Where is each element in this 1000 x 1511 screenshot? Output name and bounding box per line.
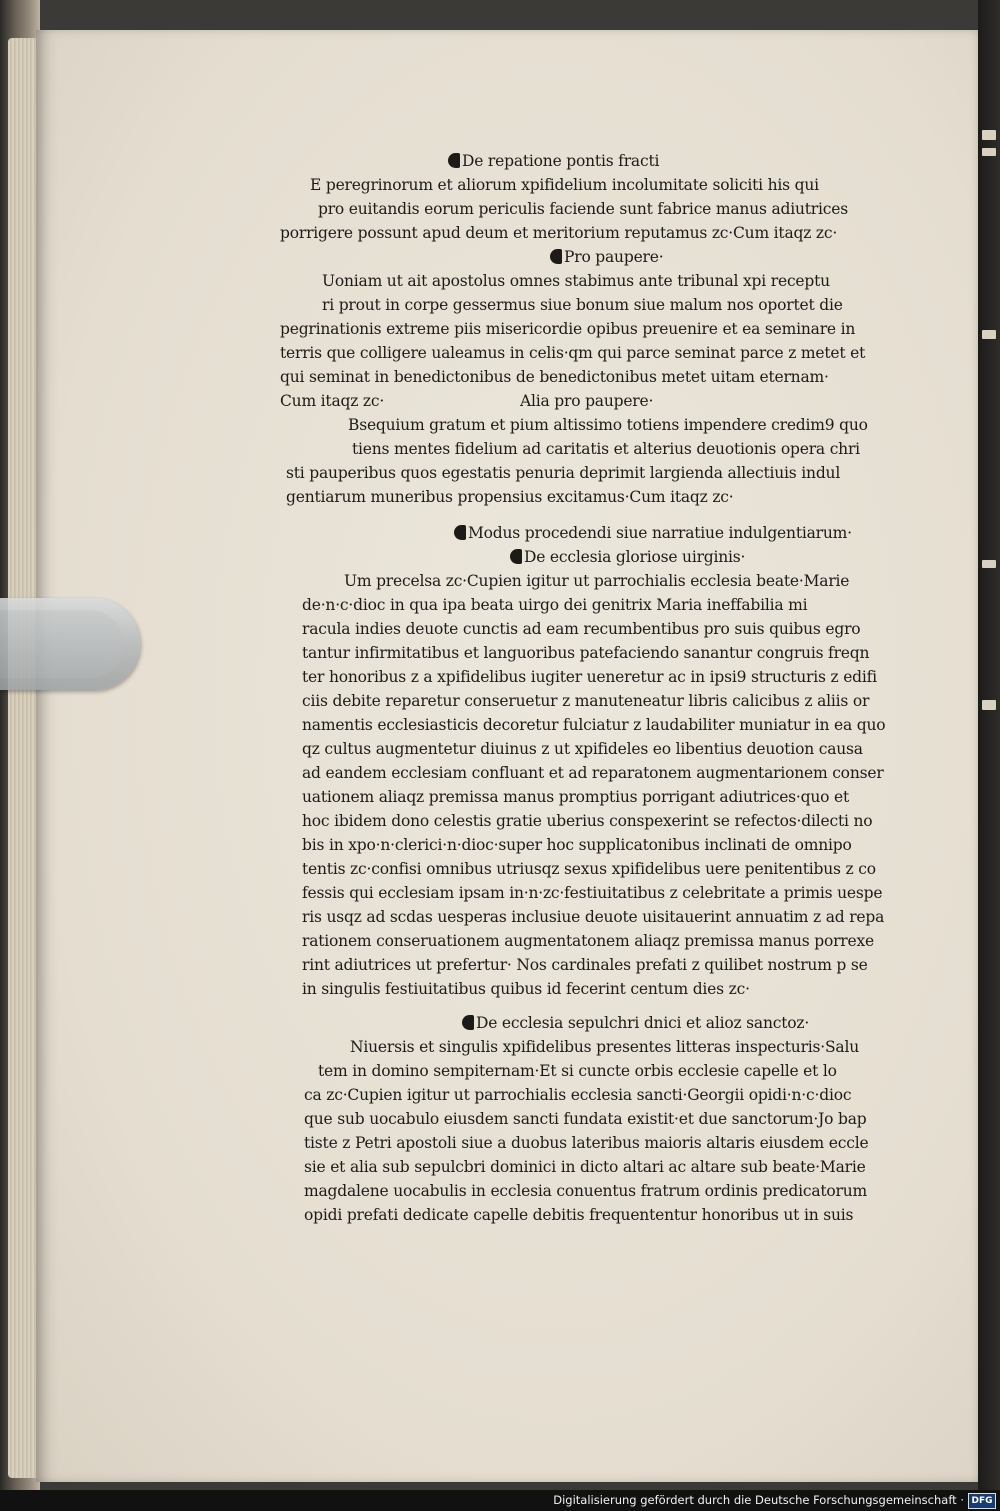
text-line: uationem aliaqz premissa manus promptius porrigant adiutrices·quo et xyxy=(302,788,850,806)
text-line: rint adiutrices ut prefertur· Nos cardinales prefati z quilibet nostrum p se xyxy=(302,956,868,974)
text-line: de·n·c·dioc in qua ipa beata uirgo dei genitrix Maria ineffabilia mi xyxy=(302,596,808,614)
text-line: gentiarum muneribus propensius excitamus·Cum itaqz zc· xyxy=(286,488,734,506)
text-line: sie et alia sub sepulcbri dominici in dicto altari ac altare sub beate·Marie xyxy=(304,1158,866,1176)
pilcrow-icon xyxy=(454,525,466,540)
section-heading: Alia pro paupere· xyxy=(520,392,654,410)
text-line: tem in domino sempiternam·Et si cuncte orbis ecclesie capelle et lo xyxy=(318,1062,837,1080)
text-line: Niuersis et singulis xpifidelibus presentes litteras inspecturis·Salu xyxy=(350,1038,860,1056)
text-line: E peregrinorum et aliorum xpifidelium incolumitate soliciti his qui xyxy=(310,176,819,194)
text-line: porrigere possunt apud deum et meritorium reputamus zc·Cum itaqz zc· xyxy=(280,224,838,242)
rubric-heading: De repatione pontis fracti xyxy=(448,150,1000,174)
text-line: ri prout in corpe gessermus siue bonum siue malum nos oportet die xyxy=(322,296,843,314)
dfg-logo: DFG xyxy=(968,1493,996,1509)
text-line: ca zc·Cupien igitur ut parrochialis ecclesia sancti·Georgii opidi·n·c·dioc xyxy=(304,1086,852,1104)
text-line: terris que colligere ualeamus in celis·qm qui parce seminat parce z metet et xyxy=(280,344,866,362)
text-line: Um precelsa zc·Cupien igitur ut parrochialis ecclesia beate·Marie xyxy=(344,572,850,590)
pilcrow-icon xyxy=(462,1015,474,1030)
text-line: pegrinationis extreme piis misericordie opibus preuenire et ea seminare in xyxy=(280,320,856,338)
text-line: qz cultus augmentetur diuinus z ut xpifideles eo libentius deuotion causa xyxy=(302,740,863,758)
text-line: qui seminat in benedictonibus de benedictonibus metet uitam eternam· xyxy=(280,368,829,386)
funding-credit: Digitalisierung gefördert durch die Deutsche Forschungsgemeinschaft · xyxy=(553,1493,964,1507)
text-line: Bsequium gratum et pium altissimo totiens impendere credim9 quo xyxy=(348,416,868,434)
text-line: que sub uocabulo eiusdem sancti fundata existit·et due sanctorum·Jo bap xyxy=(304,1110,867,1128)
pilcrow-icon xyxy=(448,153,460,168)
text-line: ciis debite reparetur conseruetur z manuteneatur libris calicibus z aliis or xyxy=(302,692,870,710)
text-line: rationem conseruationem augmentatonem aliaqz premissa manus porrexe xyxy=(302,932,875,950)
text-line: ad eandem ecclesiam confluant et ad reparatonem augmentarionem conser xyxy=(302,764,884,782)
text-line: hoc ibidem dono celestis gratie uberius conspexerint se refectos·dilecti no xyxy=(302,812,873,830)
text-line: racula indies deuote cunctis ad eam recumbentibus pro suis quibus egro xyxy=(302,620,861,638)
text-line: tiste z Petri apostoli siue a duobus lateribus maioris altaris eiusdem eccle xyxy=(304,1134,869,1152)
text-line: tentis zc·confisi omnibus utriusqz sexus xpifidelibus uere penitentibus z co xyxy=(302,860,876,878)
text-line: magdalene uocabulis in ecclesia conuentus fratrum ordinis predicatorum xyxy=(304,1182,868,1200)
text-line: sti pauperibus quos egestatis penuria deprimit largienda allectiuis indul xyxy=(286,464,841,482)
text-line: opidi prefati dedicate capelle debitis frequententur honoribus ut in suis xyxy=(304,1206,854,1224)
text-line: ter honoribus z a xpifidelibus iugiter ueneretur ac in ipsi9 structuris z edifi xyxy=(302,668,877,686)
text-line: in singulis festiuitatibus quibus id fecerint centum dies zc· xyxy=(302,980,750,998)
facing-page-edge xyxy=(978,0,1000,1490)
rubric-heading: Modus procedendi siue narratiue indulgentiarum· xyxy=(454,522,1000,546)
pilcrow-icon xyxy=(510,549,522,564)
text-line: fessis qui ecclesiam ipsam in·n·zc·festiuitatibus z celebritate a primis uespe xyxy=(302,884,883,902)
page-clip xyxy=(0,598,140,690)
text-line: bis in xpo·n·clerici·n·dioc·super hoc supplicatonibus inclinati de omnipo xyxy=(302,836,852,854)
text-line: namentis ecclesiasticis decoretur fulciatur z laudabiliter muniatur in ea quo xyxy=(302,716,886,734)
footer-bar xyxy=(0,1490,1000,1511)
text-line: pro euitandis eorum periculis faciende sunt fabrice manus adiutrices xyxy=(318,200,848,218)
text-line: Uoniam ut ait apostolus omnes stabimus ante tribunal xpi receptu xyxy=(322,272,830,290)
text-line: tantur infirmitatibus et languoribus patefaciendo sanantur congruis freqn xyxy=(302,644,870,662)
rubric-heading: Pro paupere· xyxy=(550,246,1000,270)
text-line: Cum itaqz zc· xyxy=(280,392,385,410)
rubric-heading: De ecclesia sepulchri dnici et alioz sanctoz· xyxy=(462,1012,1000,1036)
text-line: ris usqz ad scdas uesperas inclusiue deuote uisitauerint annuatim z ad repa xyxy=(302,908,885,926)
pilcrow-icon xyxy=(550,249,562,264)
rubric-heading: De ecclesia gloriose uirginis· xyxy=(510,546,1000,570)
text-line: tiens mentes fidelium ad caritatis et alterius deuotionis opera chri xyxy=(352,440,860,458)
